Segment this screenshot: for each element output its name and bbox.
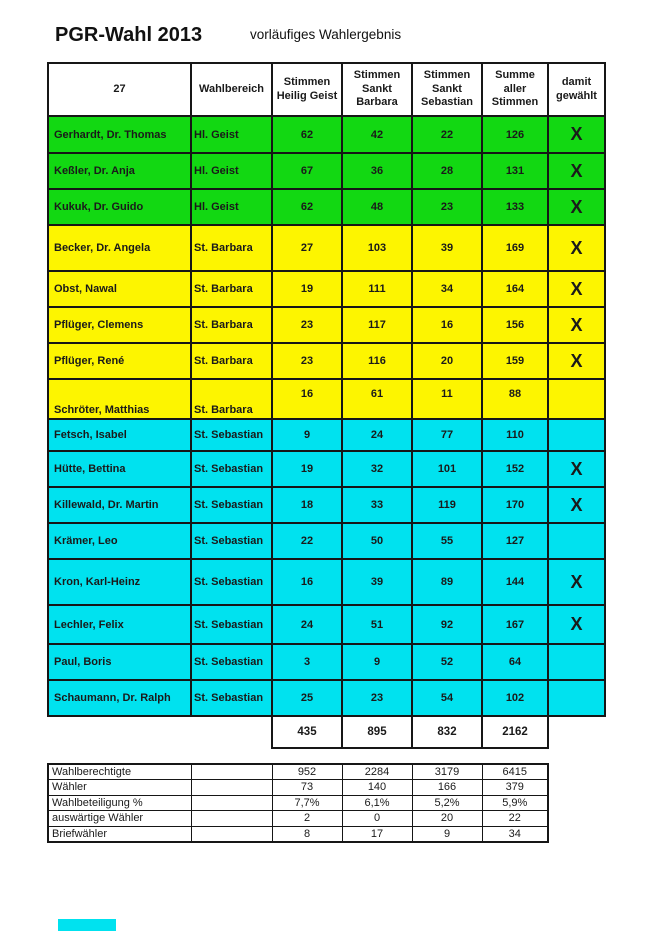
candidate-row [48,451,605,487]
candidate-row [48,419,605,451]
candidate-wahlbereich: St. Sebastian [191,419,272,451]
stats-label: Wahlberechtigte [48,764,191,780]
votes-sum: 167 [482,605,548,644]
votes-sankt-sebastian: 119 [412,487,482,523]
stats-empty-cell [191,780,272,796]
stats-label: Wahlbeteiligung % [48,795,191,811]
candidate-name: Schaumann, Dr. Ralph [48,680,191,716]
votes-sankt-barbara: 33 [342,487,412,523]
candidate-row [48,116,605,153]
elected-mark: X [548,116,605,153]
candidate-name: Keßler, Dr. Anja [48,153,191,189]
votes-sum: 169 [482,225,548,271]
votes-sankt-barbara: 23 [342,680,412,716]
votes-sum: 133 [482,189,548,225]
candidate-name: Krämer, Leo [48,523,191,559]
candidate-row [48,343,605,379]
votes-heilig-geist: 27 [272,225,342,271]
elected-mark: X [548,605,605,644]
votes-heilig-geist: 19 [272,451,342,487]
header-stimmen-sankt-sebastian: Stimmen Sankt Sebastian [412,63,482,116]
results-table [47,62,606,749]
votes-sankt-barbara: 51 [342,605,412,644]
candidate-row [48,680,605,716]
votes-heilig-geist: 22 [272,523,342,559]
candidate-name: Killewald, Dr. Martin [48,487,191,523]
votes-sum: 127 [482,523,548,559]
votes-sum: 156 [482,307,548,343]
candidate-wahlbereich: Hl. Geist [191,189,272,225]
votes-heilig-geist: 62 [272,116,342,153]
votes-heilig-geist: 67 [272,153,342,189]
page-subtitle: vorläufiges Wahlergebnis [250,27,402,42]
header-stimmen-sankt-barbara: Stimmen Sankt Barbara [342,63,412,116]
header-damit-gewaehlt: damit gewählt [548,63,605,116]
votes-sankt-barbara: 103 [342,225,412,271]
candidate-wahlbereich: St. Barbara [191,225,272,271]
votes-sankt-sebastian: 89 [412,559,482,605]
stats-empty-cell [191,764,272,780]
candidate-row [48,379,605,419]
votes-sankt-sebastian: 77 [412,419,482,451]
votes-heilig-geist: 23 [272,307,342,343]
stats-sankt-sebastian: 9 [412,826,482,842]
votes-sum: 64 [482,644,548,680]
votes-heilig-geist: 9 [272,419,342,451]
candidate-row [48,523,605,559]
votes-heilig-geist: 23 [272,343,342,379]
votes-sankt-sebastian: 54 [412,680,482,716]
candidate-row [48,559,605,605]
elected-mark [548,523,605,559]
candidate-wahlbereich: St. Barbara [191,271,272,307]
candidate-wahlbereich: St. Sebastian [191,487,272,523]
header-row [48,63,605,116]
totals-blank-right [548,716,605,748]
votes-heilig-geist: 16 [272,379,342,419]
stats-row [48,780,548,796]
votes-sankt-sebastian: 11 [412,379,482,419]
candidate-name: Becker, Dr. Angela [48,225,191,271]
elected-mark [548,419,605,451]
stats-sum: 6415 [482,764,548,780]
stats-empty-cell [191,811,272,827]
votes-sum: 110 [482,419,548,451]
votes-sankt-sebastian: 23 [412,189,482,225]
votes-sankt-sebastian: 20 [412,343,482,379]
stats-sum: 34 [482,826,548,842]
candidate-wahlbereich: St. Sebastian [191,559,272,605]
elected-mark: X [548,153,605,189]
candidate-row [48,487,605,523]
stats-heilig-geist: 8 [272,826,342,842]
stats-label: auswärtige Wähler [48,811,191,827]
candidate-name: Schröter, Matthias [48,379,191,419]
votes-sankt-barbara: 36 [342,153,412,189]
candidate-wahlbereich: St. Sebastian [191,644,272,680]
stats-heilig-geist: 952 [272,764,342,780]
total-heilig-geist: 435 [272,716,342,748]
candidate-row [48,271,605,307]
votes-sankt-sebastian: 28 [412,153,482,189]
stats-row [48,795,548,811]
header-summe-aller-stimmen: Summe aller Stimmen [482,63,548,116]
candidate-row [48,225,605,271]
votes-heilig-geist: 3 [272,644,342,680]
stats-empty-cell [191,795,272,811]
votes-sankt-barbara: 9 [342,644,412,680]
elected-mark: X [548,189,605,225]
elected-mark [548,644,605,680]
stats-sankt-barbara: 2284 [342,764,412,780]
votes-sankt-sebastian: 22 [412,116,482,153]
votes-sankt-barbara: 32 [342,451,412,487]
votes-sankt-sebastian: 34 [412,271,482,307]
turnout-table [47,763,549,843]
votes-sankt-sebastian: 101 [412,451,482,487]
totals-row [48,716,605,748]
stats-sankt-barbara: 17 [342,826,412,842]
candidate-wahlbereich: St. Sebastian [191,680,272,716]
candidate-wahlbereich: St. Sebastian [191,605,272,644]
candidate-row [48,644,605,680]
elected-mark: X [548,559,605,605]
candidate-name: Kukuk, Dr. Guido [48,189,191,225]
elected-mark: X [548,451,605,487]
candidate-wahlbereich: St. Barbara [191,307,272,343]
candidate-name: Pflüger, René [48,343,191,379]
votes-sum: 144 [482,559,548,605]
votes-sankt-barbara: 39 [342,559,412,605]
votes-sankt-barbara: 42 [342,116,412,153]
votes-heilig-geist: 19 [272,271,342,307]
votes-sankt-barbara: 117 [342,307,412,343]
candidate-name: Gerhardt, Dr. Thomas [48,116,191,153]
stats-sum: 379 [482,780,548,796]
candidate-name: Hütte, Bettina [48,451,191,487]
votes-sum: 170 [482,487,548,523]
total-sum: 2162 [482,716,548,748]
candidate-wahlbereich: St. Barbara [191,379,272,419]
votes-heilig-geist: 24 [272,605,342,644]
stats-sankt-barbara: 6,1% [342,795,412,811]
votes-sankt-sebastian: 52 [412,644,482,680]
candidate-name: Kron, Karl-Heinz [48,559,191,605]
candidate-wahlbereich: St. Sebastian [191,523,272,559]
stats-sankt-barbara: 140 [342,780,412,796]
candidate-name: Pflüger, Clemens [48,307,191,343]
stats-label: Wähler [48,780,191,796]
candidate-row [48,307,605,343]
votes-sankt-barbara: 48 [342,189,412,225]
votes-heilig-geist: 18 [272,487,342,523]
votes-sankt-barbara: 50 [342,523,412,559]
votes-sankt-barbara: 116 [342,343,412,379]
header-wahlbereich: Wahlbereich [191,63,272,116]
votes-sum: 88 [482,379,548,419]
stats-sankt-barbara: 0 [342,811,412,827]
stats-heilig-geist: 2 [272,811,342,827]
candidate-wahlbereich: St. Barbara [191,343,272,379]
stats-sankt-sebastian: 20 [412,811,482,827]
stats-empty-cell [191,826,272,842]
page-title: PGR-Wahl 2013 [55,24,203,46]
votes-sum: 102 [482,680,548,716]
total-sankt-sebastian: 832 [412,716,482,748]
cyan-strip [58,919,116,931]
elected-mark: X [548,343,605,379]
stats-row [48,764,548,780]
stats-sum: 5,9% [482,795,548,811]
votes-heilig-geist: 62 [272,189,342,225]
votes-sankt-sebastian: 92 [412,605,482,644]
votes-heilig-geist: 16 [272,559,342,605]
stats-sum: 22 [482,811,548,827]
candidate-name: Obst, Nawal [48,271,191,307]
votes-sankt-sebastian: 16 [412,307,482,343]
votes-sankt-barbara: 24 [342,419,412,451]
stats-heilig-geist: 7,7% [272,795,342,811]
elected-mark: X [548,307,605,343]
votes-sum: 159 [482,343,548,379]
votes-sankt-barbara: 111 [342,271,412,307]
elected-mark: X [548,271,605,307]
candidate-wahlbereich: St. Sebastian [191,451,272,487]
votes-sum: 126 [482,116,548,153]
votes-sum: 152 [482,451,548,487]
stats-label: Briefwähler [48,826,191,842]
candidate-name: Fetsch, Isabel [48,419,191,451]
votes-sum: 131 [482,153,548,189]
votes-sankt-sebastian: 39 [412,225,482,271]
votes-heilig-geist: 25 [272,680,342,716]
elected-mark: X [548,225,605,271]
candidate-name: Paul, Boris [48,644,191,680]
stats-sankt-sebastian: 5,2% [412,795,482,811]
elected-mark [548,680,605,716]
header-stimmen-heilig-geist: Stimmen Heilig Geist [272,63,342,116]
total-sankt-barbara: 895 [342,716,412,748]
candidate-row [48,605,605,644]
totals-blank-left [48,716,272,748]
candidate-row [48,153,605,189]
votes-sankt-barbara: 61 [342,379,412,419]
header-candidate-count: 27 [48,63,191,116]
stats-row [48,826,548,842]
stats-heilig-geist: 73 [272,780,342,796]
elected-mark: X [548,487,605,523]
stats-sankt-sebastian: 3179 [412,764,482,780]
candidate-wahlbereich: Hl. Geist [191,153,272,189]
elected-mark [548,379,605,419]
candidate-row [48,189,605,225]
votes-sum: 164 [482,271,548,307]
candidate-name: Lechler, Felix [48,605,191,644]
stats-row [48,811,548,827]
votes-sankt-sebastian: 55 [412,523,482,559]
stats-sankt-sebastian: 166 [412,780,482,796]
candidate-wahlbereich: Hl. Geist [191,116,272,153]
